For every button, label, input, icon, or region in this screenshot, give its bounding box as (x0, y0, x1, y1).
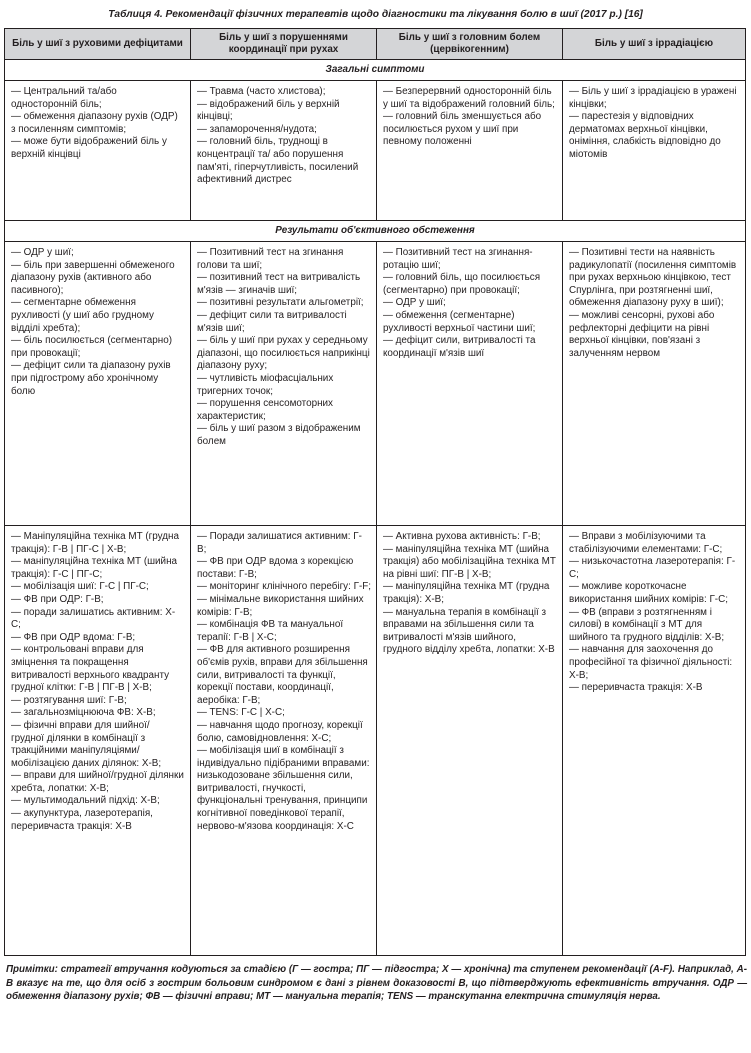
recommendations-table (4, 28, 746, 956)
cell-item: — може бути відображений біль у верхній кінцівці (11, 136, 167, 160)
cell-item: — Травма (часто хлистова); (197, 86, 326, 97)
cell-item: — можливі сенсорні, рухові або рефлекторні дефіцити на рівні верхньої кінцівки, пов'язані з залученням нервом (569, 309, 715, 359)
cell-item: — вправи для шийної/грудної ділянки хребта, лопатки: Х-В; (11, 770, 184, 794)
cell-item: — мінімальне використання шийних комірів: Г-В; (197, 593, 364, 618)
cell-item: — дефіцит сили, витривалості та координації м'язів шиї (383, 335, 536, 359)
cell-item: — маніпуляційна техніка МТ (грудна тракція): Х-В; (383, 581, 550, 605)
section-title-general-symptoms: Загальні симптоми (5, 60, 746, 81)
cell-item: — навчання щодо прогнозу, корекції болю, самовідновлення: Х-С; (197, 719, 363, 744)
cell-item: — акупунктура, лазеротерапія, переривчаста тракція: Х-В (11, 808, 153, 832)
table-cell (5, 242, 191, 526)
cell-item: — Безперервний односторонній біль у шиї та відображений головний біль; (383, 86, 555, 110)
cell-item: — біль при завершенні обмеженого діапазону рухів (активного або пасивного); (11, 259, 175, 296)
cell-item: — комбінація ФВ та мануальної терапії: Г-В | Х-С; (197, 619, 344, 643)
table-cell (377, 526, 563, 956)
cell-item: — позитивний тест на витривалість м'язів — згиначів шиї; (197, 272, 361, 296)
table-notes: Примітки: стратегії втручання кодуються за стадією (Г — гостра; ПГ — підгостра; Х — хронічна) та ступенем рекомендації (A-F). Наприклад, A-B вказує на те, що для осіб з гострим больовим синдромом є дані з рівнем доказовості B, що підтверджують ефективність втручання. ОДР — обмеження діапазону рухів; ФВ — фізичні вправи; МТ — мануальна терапія; TENS — транскутанна електрична стимуляція нерва. (6, 964, 747, 1003)
table-cell (563, 81, 746, 221)
cell-item: — TENS: Г-С | Х-С; (197, 707, 285, 719)
cell-item: — біль посилюється (сегментарно) при провокації; (11, 335, 172, 359)
cell-item: — поради залишатись активним: Х-С; (11, 606, 176, 631)
table-row (5, 81, 746, 221)
cell-item: — Маніпуляційна техніка МТ (грудна тракція): Г-В | ПГ-С | Х-В; (11, 531, 179, 555)
cell-item: — порушення сенсомоторних характеристик; (197, 398, 333, 422)
table-row (5, 526, 746, 956)
cell-item: — біль у шиї разом з відображеним болем (197, 423, 361, 447)
cell-item: — дефіцит сили та витривалості м'язів шиї; (197, 309, 347, 334)
cell-item: — Біль у шиї з іррадіацією в уражені кінцівки; (569, 86, 737, 110)
cell-item: — переривчаста тракція: Х-В (569, 682, 703, 694)
cell-item: — Центральний та/або односторонній біль; (11, 86, 117, 110)
cell-item: — Вправи з мобілізуючими та стабілізуючими елементами: Г-С; (569, 531, 723, 555)
cell-item: — парестезія у відповідних дерматомах верхньої кінцівки, оніміння, слабкість відповідно до міотомів (569, 111, 721, 160)
cell-item: — запаморочення/нудота; (197, 123, 317, 135)
section-row (5, 221, 746, 242)
cell-item: — ОДР у шиї; (383, 297, 446, 309)
cell-item: — ФВ для активного розширення об'ємів рухів, вправи для збільшення сили, витривалості та функції, корекції постави, координації, аеробіка: Г-В; (197, 644, 368, 706)
header-row (5, 29, 746, 60)
cell-item: — Активна рухова активність: Г-В; (383, 531, 541, 542)
cell-item: — ФВ при ОДР вдома з корекцією постави: Г-В; (197, 556, 354, 580)
cell-item: — ФВ при ОДР: Г-В; (11, 593, 104, 605)
cell-item: — навчання для заохочення до професійної та фізичної діяльності: Х-В; (569, 644, 733, 681)
table-caption: Таблиця 4. Рекомендації фізичних терапевтів щодо діагностики та лікування болю в шиї (2017 р.) [16] (108, 9, 643, 20)
cell-item: — мобілізація шиї: Г-С | ПГ-С; (11, 581, 149, 593)
column-header: Біль у шиї з руховими дефіцитами (5, 29, 191, 60)
cell-item: — мобілізація шиї в комбінації з індивідуально підібраними вправами: низькодозоване збільшення сили, витривалості, гнучкості, функціональні тренування, принципи когнітивної поведінкової терапії, нервово-м'язова координація: Х-С (197, 745, 370, 832)
cell-item: — контрольовані вправи для зміцнення та покращення витривалості верхнього квадранту грудної клітки: Г-В | ПГ-В | Х-В; (11, 644, 170, 694)
cell-item: — біль у шиї при рухах у середньому діапазоні, що посилюється наприкінці діапазону руху; (197, 335, 370, 372)
column-header: Біль у шиї з порушеннями координації при рухах (191, 29, 377, 60)
cell-item: — обмеження діапазону рухів (ОДР) з посиленням симптомів; (11, 111, 178, 135)
cell-item: — фізичні вправи для шийної/ грудної ділянки в комбінації з тракційними маніпуляціями/ мобілізацією даних ділянок: Х-В; (11, 719, 162, 769)
cell-item: — загальнозміцнююча ФВ: Х-В; (11, 707, 156, 719)
table-cell (191, 242, 377, 526)
cell-item: — розтягування шиї: Г-В; (11, 694, 127, 706)
section-row (5, 60, 746, 81)
table-cell (563, 526, 746, 956)
column-header: Біль у шиї з головним болем (цервікогенним) (377, 29, 563, 60)
cell-item: — відображений біль у верхній кінцівці; (197, 98, 340, 123)
cell-item: — маніпуляційна техніка МТ (шийна тракція) або мобілізаційна техніка МТ на рівні шиї: ПГ-В | Х-В; (383, 543, 556, 580)
cell-item: — Позитивні тести на наявність радикулопатії (посилення симптомів при рухах верхньою кінцівкою, тест Спурлінга, при розтягненні шиї, обмеження діапазону руху в шиї); (569, 247, 737, 309)
cell-item: — маніпуляційна техніка МТ (шийна тракція): Г-С | ПГ-С; (11, 556, 178, 580)
cell-item: — позитивні результати альгометрії; (197, 297, 364, 309)
cell-item: — Позитивний тест на згинання голови та шиї; (197, 247, 344, 271)
cell-item: — низькочастотна лазеротерапія: Г-С; (569, 556, 736, 580)
cell-item: — сегментарне обмеження рухливості (у шиї або грудному відділі хребта); (11, 297, 154, 334)
cell-item: — дефіцит сили та діапазону рухів при підгострому або хронічному болю (11, 360, 171, 397)
cell-item: — моніторинг клінічного перебігу: Г-F; (197, 581, 372, 593)
cell-item: — головний біль, що посилюється (сегментарно) при провокації; (383, 272, 541, 296)
cell-item: — Поради залишатися активним: Г-В; (197, 531, 362, 555)
table-cell (377, 242, 563, 526)
cell-item: — мультимодальний підхід: Х-В; (11, 795, 160, 807)
cell-item: — обмеження (сегментарне) рухливості верхньої частини шиї; (383, 309, 536, 334)
table-cell (563, 242, 746, 526)
cell-item: — ОДР у шиї; (11, 247, 74, 258)
cell-item: — можливе короткочасне використання шийних комірів: Г-С; (569, 581, 728, 605)
section-title-objective-exam: Результати об'єктивного обстеження (5, 221, 746, 242)
cell-item: — мануальна терапія в комбінації з вправами на збільшення сили та витривалості м'язів шийного, грудного відділу хребта, лопатки: Х-В (383, 606, 555, 656)
cell-item: — Позитивний тест на згинання-ротацію шиї; (383, 247, 533, 271)
table-cell (5, 81, 191, 221)
table-cell (191, 526, 377, 956)
table-cell (5, 526, 191, 956)
cell-item: — чутливість міофасціальних тригерних точок; (197, 372, 334, 397)
column-header: Біль у шиї з іррадіацією (563, 29, 746, 60)
table-cell (191, 81, 377, 221)
table-cell (377, 81, 563, 221)
cell-item: — головний біль, труднощі в концентрації та/ або порушення пам'яті, гіперчутливість, посилений афективний дистрес (197, 136, 359, 186)
table-row (5, 242, 746, 526)
cell-item: — головний біль зменшується або посилюється рухом у шиї при певному положенні (383, 111, 542, 148)
cell-item: — ФВ (вправи з розтягненням і силові) в комбінації з МТ для шийного та грудного відділів: Х-В; (569, 606, 725, 643)
cell-item: — ФВ при ОДР вдома: Г-В; (11, 631, 136, 643)
